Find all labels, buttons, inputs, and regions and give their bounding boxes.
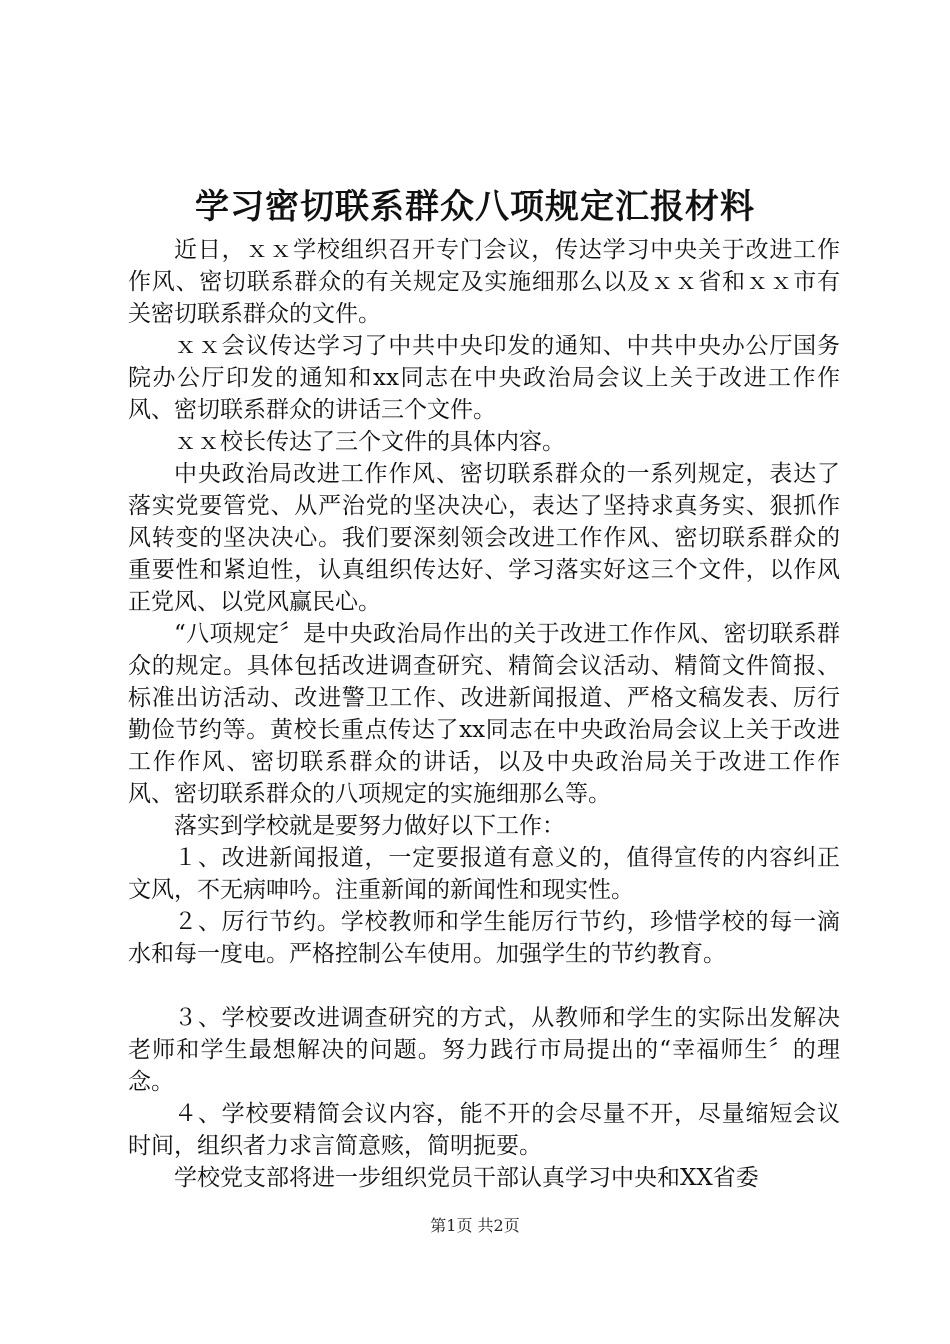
page-footer: 第1页 共2页 [430,1216,520,1235]
paragraph-4: 中央政治局改进工作作风、密切联系群众的一系列规定，表达了落实党要管党、从严治党的坚决决心，表达了坚持求真务实、狠抓作风转变的坚决决心。我们要深刻领会改进工作作风、密切联系群众的重要性和紧迫性，认真组织传达好、学习落实好这三个文件，以作风正党风、以党风赢民心。 [128,461,840,615]
paragraph-8: ２、厉行节约。学校教师和学生能厉行节约，珍惜学校的每一滴水和每一度电。严格控制公车使用。加强学生的节约教育。 [128,909,840,967]
paragraph-5: “八项规定〞是中央政治局作出的关于改进工作作风、密切联系群众的规定。具体包括改进调查研究、精简会议活动、精简文件简报、标准出访活动、改进警卫工作、改进新闻报道、严格文稿发表、厉行勤俭节约等。黄校长重点传达了xx同志在中央政治局会议上关于改进工作作风、密切联系群众的讲话，以及中央政治局关于改进工作作风、密切联系群众的八项规定的实施细那么等。 [128,621,840,807]
paragraph-6: 落实到学校就是要努力做好以下工作： [174,813,565,839]
paragraph-11: 学校党支部将进一步组织党员干部认真学习中央和XX省委 [174,1165,759,1191]
paragraph-1: 近日，ｘｘ学校组织召开专门会议，传达学习中央关于改进工作作风、密切联系群众的有关规定及实施细那么以及ｘｘ省和ｘｘ市有关密切联系群众的文件。 [128,237,840,327]
paragraph-10: ４、学校要精简会议内容，能不开的会尽量不开，尽量缩短会议时间，组织者力求言简意赅，简明扼要。 [128,1101,840,1159]
document-title: 学习密切联系群众八项规定汇报材料 [195,187,755,227]
paragraph-9: ３、学校要改进调查研究的方式，从教师和学生的实际出发解决老师和学生最想解决的问题。努力践行市局提出的“幸福师生〞的理念。 [128,1005,840,1095]
paragraph-2: ｘｘ会议传达学习了中共中央印发的通知、中共中央办公厅国务院办公厅印发的通知和xx同志在中央政治局会议上关于改进工作作风、密切联系群众的讲话三个文件。 [128,333,840,423]
paragraph-7: １、改进新闻报道，一定要报道有意义的，值得宣传的内容纠正文风，不无病呻吟。注重新闻的新闻性和现实性。 [128,845,840,903]
paragraph-3: ｘｘ校长传达了三个文件的具体内容。 [174,429,565,455]
document-body [128,234,840,1194]
